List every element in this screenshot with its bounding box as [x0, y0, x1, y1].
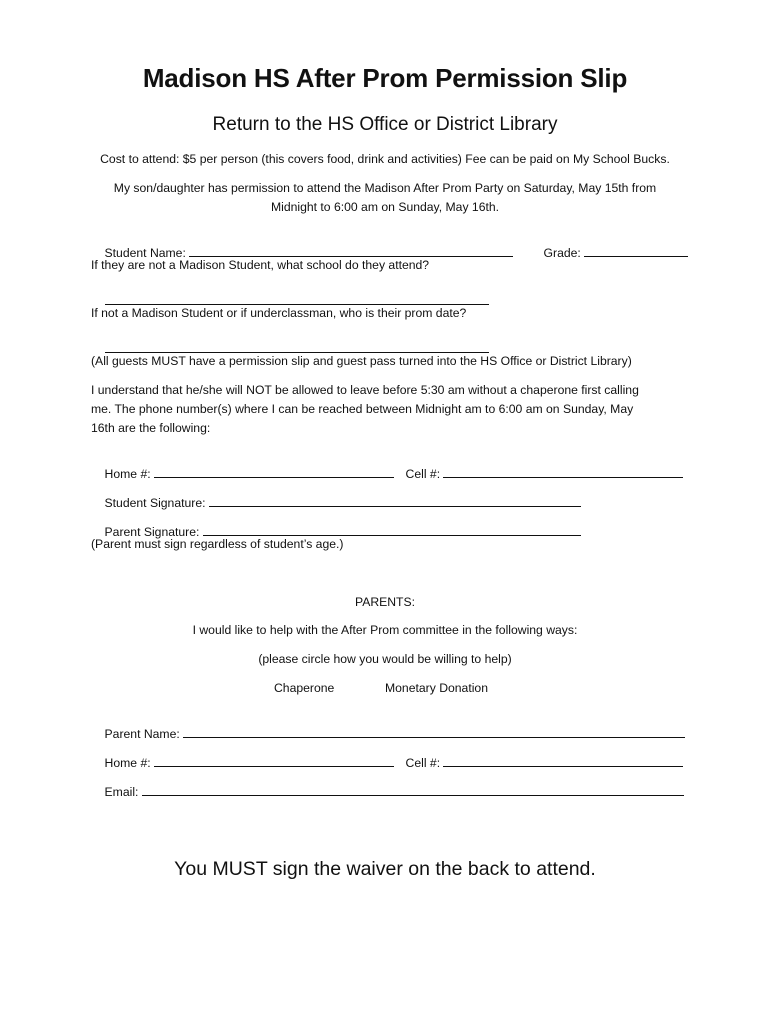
parent-cell-phone-label: Cell #:: [405, 756, 444, 770]
option-monetary-donation[interactable]: Monetary Donation: [385, 681, 488, 695]
parent-signature-label: Parent Signature:: [104, 525, 203, 539]
understand-text-line-3: 16th are the following:: [91, 421, 211, 435]
parent-cell-phone-blank[interactable]: [443, 754, 683, 767]
grade-blank[interactable]: [584, 244, 688, 257]
circle-note: (please circle how you would be willing to help): [258, 652, 512, 666]
parent-home-phone-blank[interactable]: [154, 754, 394, 767]
help-line: I would like to help with the After Prom committee in the following ways:: [192, 623, 578, 637]
parent-name-label: Parent Name:: [104, 727, 184, 741]
grade-row: [530, 229, 688, 276]
parent-signature-blank[interactable]: [203, 523, 581, 536]
parents-heading: PARENTS:: [354, 595, 416, 609]
prom-date-question: If not a Madison Student or if underclassman, who is their prom date?: [91, 306, 467, 320]
student-signature-blank[interactable]: [209, 494, 581, 507]
other-school-blank[interactable]: [105, 292, 489, 305]
cost-text: Cost to attend: $5 per person (this covers food, drink and activities) Fee can be paid on My School Bucks.: [100, 152, 670, 166]
email-row: [91, 768, 684, 815]
understand-text-line-2: me. The phone number(s) where I can be reached between Midnight am to 6:00 am on Sunday, May: [91, 402, 634, 416]
option-chaperone[interactable]: Chaperone: [274, 681, 335, 695]
home-phone-label: Home #:: [104, 467, 154, 481]
student-name-label: Student Name:: [104, 246, 190, 260]
parent-name-blank[interactable]: [183, 725, 685, 738]
email-blank[interactable]: [142, 783, 684, 796]
parent-sign-note: (Parent must sign regardless of student’s age.): [91, 537, 344, 551]
page-subtitle: Return to the HS Office or District Library: [212, 114, 558, 135]
cell-phone-label: Cell #:: [405, 467, 444, 481]
cell-phone-blank[interactable]: [443, 465, 683, 478]
grade-label: Grade:: [543, 246, 585, 260]
student-name-blank[interactable]: [189, 244, 513, 257]
parent-home-phone-label: Home #:: [104, 756, 154, 770]
student-signature-label: Student Signature:: [104, 496, 209, 510]
other-school-question: If they are not a Madison Student, what school do they attend?: [91, 258, 430, 272]
guests-note: (All guests MUST have a permission slip and guest pass turned into the HS Office or District Library): [91, 354, 632, 368]
understand-text-line-1: I understand that he/she will NOT be allowed to leave before 5:30 am without a chaperone first calling: [91, 383, 639, 397]
home-phone-blank[interactable]: [154, 465, 394, 478]
waiver-reminder: You MUST sign the waiver on the back to attend.: [174, 858, 596, 880]
email-label: Email:: [104, 785, 142, 799]
permission-text-line-1: My son/daughter has permission to attend the Madison After Prom Party on Saturday, May 15th from: [113, 181, 657, 195]
prom-date-blank[interactable]: [105, 340, 489, 353]
permission-text-line-2: Midnight to 6:00 am on Sunday, May 16th.: [270, 200, 500, 214]
page-title: Madison HS After Prom Permission Slip: [142, 63, 628, 93]
